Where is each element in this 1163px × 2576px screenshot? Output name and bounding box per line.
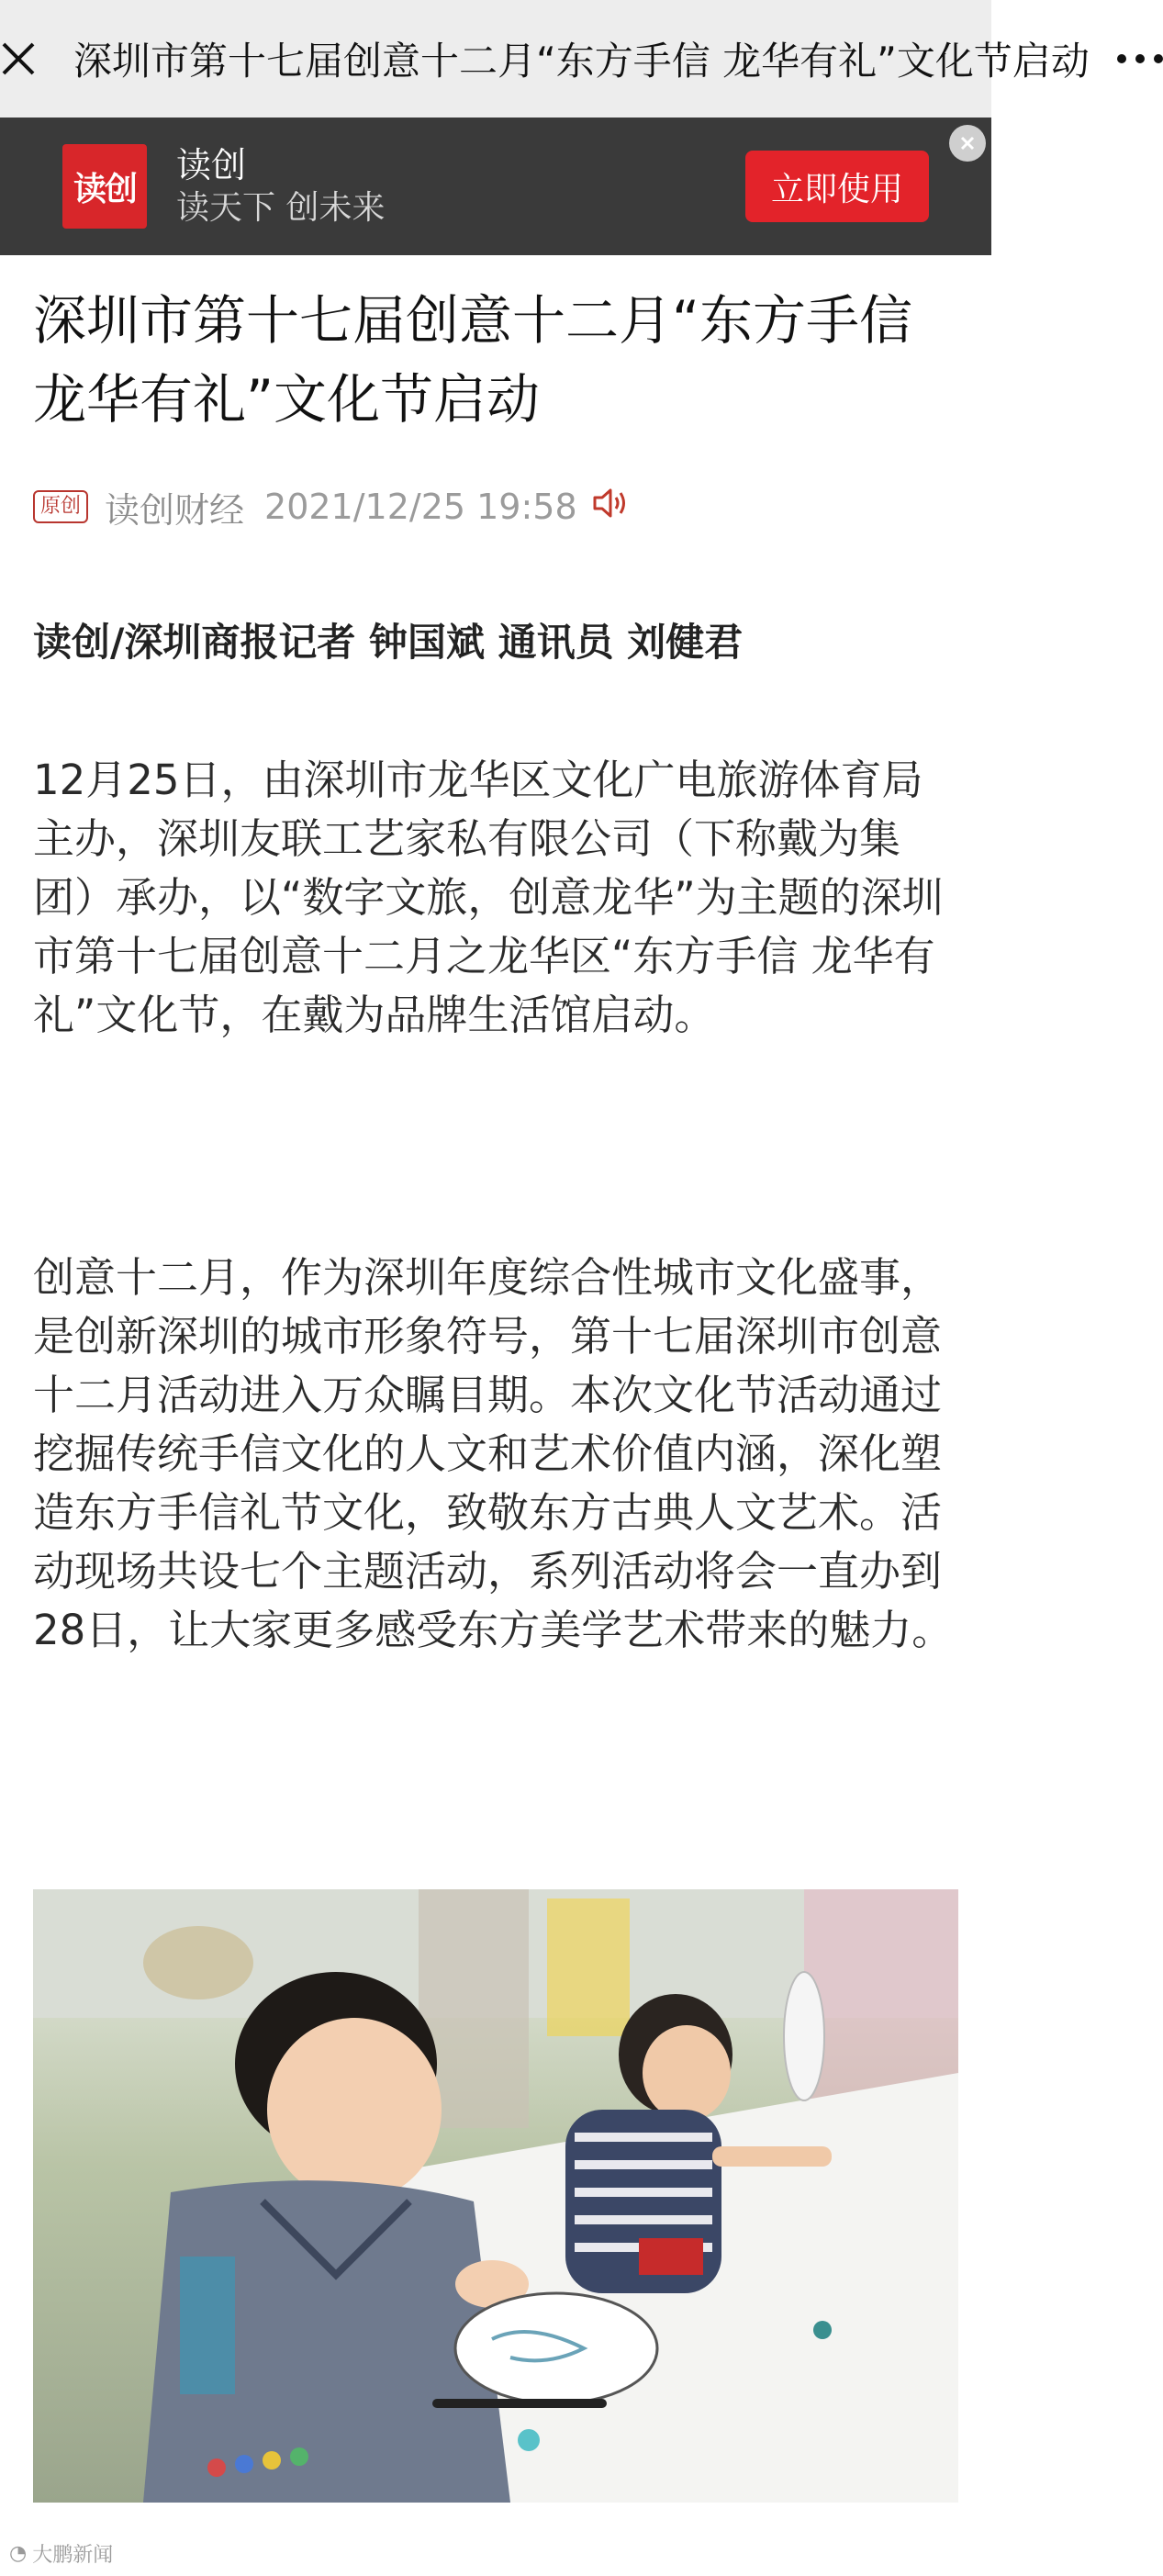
app-name: 读创	[176, 145, 247, 185]
app-promo-banner	[0, 118, 991, 255]
source-link[interactable]: 读创财经	[105, 489, 245, 531]
original-badge: 原创	[33, 490, 88, 523]
close-icon	[958, 134, 977, 152]
app-slogan: 读天下 创未来	[176, 189, 386, 227]
close-icon	[0, 40, 37, 77]
speaker-icon[interactable]	[592, 487, 631, 527]
watermark: ◔ 大鹏新闻	[9, 2542, 114, 2567]
app-logo: 读创	[62, 144, 147, 229]
close-button[interactable]	[0, 0, 37, 118]
paragraph-2: 创意十二月，作为深圳年度综合性城市文化盛事，是创新深圳的城市形象符号，第十七届深圳市创意十二月活动进入万众瞩目期。本次文化节活动通过挖掘传统手信文化的人文和艺术价值内涵，深化塑造东方手信礼节文化，致敬东方古典人文艺术。活动现场共设七个主题活动，系列活动将会一直办到28日，让大家更多感受东方美学艺术带来的魅力。	[33, 1253, 954, 1654]
children-painting-photo	[33, 1889, 958, 2503]
page-title: 深圳市第十七届创意十二月“东方手信 龙华有礼”文化节启动	[73, 39, 1090, 84]
article-meta	[33, 479, 960, 534]
publish-time: 2021/12/25 19:58	[264, 487, 577, 527]
more-dots-icon	[1117, 54, 1126, 63]
article-headline: 深圳市第十七届创意十二月“东方手信 龙华有礼”文化节启动	[33, 289, 913, 431]
watermark-logo-icon: ◔	[9, 2542, 28, 2565]
paragraph-1: 12月25日，由深圳市龙华区文化广电旅游体育局主办，深圳友联工艺家私有限公司（下称戴为集团）承办，以“数字文旅，创意龙华”为主题的深圳市第十七届创意十二月之龙华区“东方手信 龙华有礼”文化节，在戴为品牌生活馆启动。	[33, 756, 944, 1039]
use-now-button[interactable]: 立即使用	[745, 151, 929, 222]
dismiss-banner-button[interactable]	[949, 125, 986, 162]
more-button[interactable]	[1117, 0, 1163, 118]
byline: 读创/深圳商报记者 钟国斌 通讯员 刘健君	[33, 620, 744, 665]
top-nav-bar	[0, 0, 1090, 118]
article-photo[interactable]	[33, 1889, 958, 2503]
